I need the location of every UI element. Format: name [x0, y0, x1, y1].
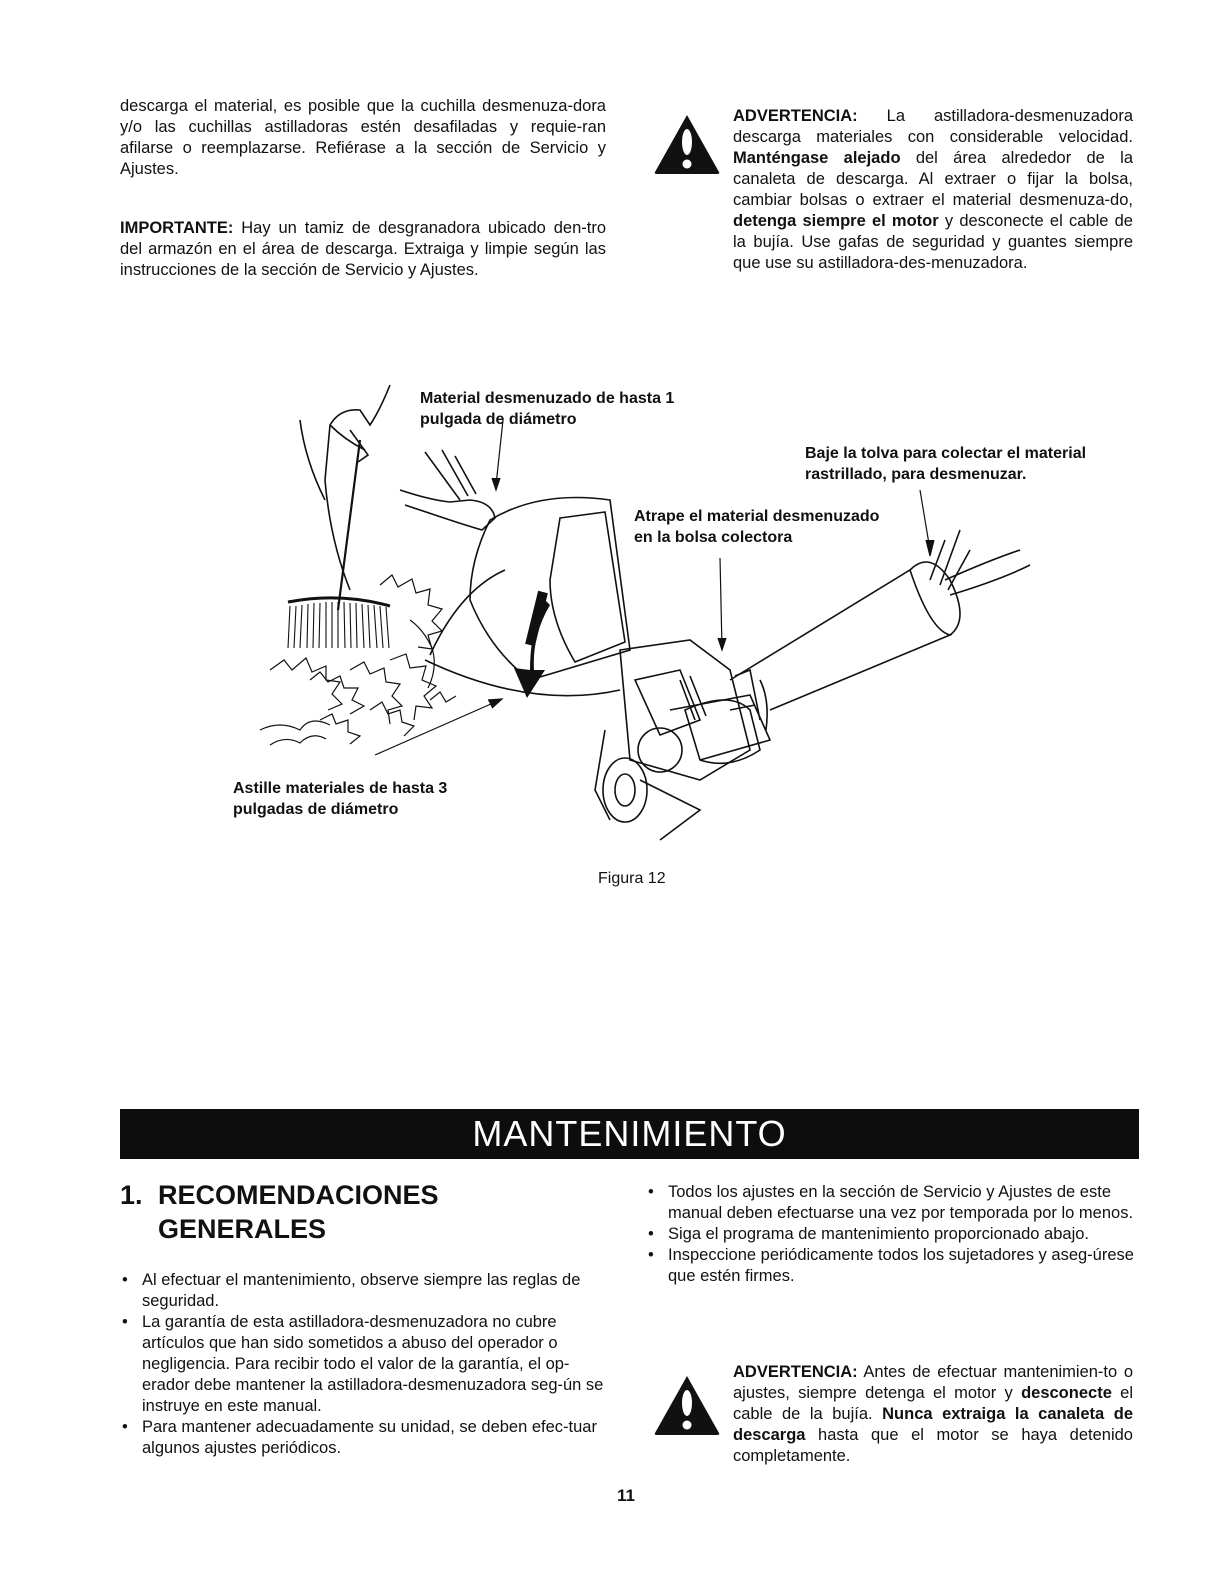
page-number: 11	[617, 1486, 635, 1505]
list-item: • La garantía de esta astilladora-desmenuzadora no cubre artículos que han sido sometidos a abuso del operador o negligencia. Para recibir todo el valor de la garantía, el op-erador debe mantener la astilladora-desmenuzadora seg-ún se instruye en este manual.	[120, 1312, 606, 1417]
warning-triangle-icon	[652, 112, 722, 176]
warning-triangle-icon	[652, 1373, 722, 1437]
list-item: • Inspeccione periódicamente todos los sujetadores y aseg-úrese que estén firmes.	[646, 1245, 1134, 1287]
figure-caption: Figura 12	[598, 870, 666, 887]
intro-paragraph: descarga el material, es posible que la cuchilla desmenuza-dora y/o las cuchillas astilladoras estén desafiladas y requie-ran afilarse o reemplazarse. Refiérase a la sección de Servicio y Ajustes.	[120, 97, 606, 178]
important-paragraph: IMPORTANTE: Hay un tamiz de desgranadora ubicado den-tro del armazón en el área de descarga. Extraiga y limpie según las instrucciones de la sección de Servicio y Ajustes.	[120, 219, 606, 279]
list-item: • Siga el programa de mantenimiento proporcionado abajo.	[646, 1224, 1134, 1245]
label-shredded-material: Material desmenuzado de hasta 1 pulgada de diámetro	[420, 390, 675, 428]
warning-block-bottom: ADVERTENCIA: Antes de efectuar mantenimien-to o ajustes, siempre detenga el motor y desconecte el cable de la bujía. Nunca extraiga la canaleta de descarga hasta que el motor se haya detenido completamente.	[733, 1363, 1134, 1465]
list-item: • Todos los ajustes en la sección de Servicio y Ajustes de este manual deben efectuarse una vez por temporada por lo menos.	[646, 1182, 1134, 1224]
label-lower-hopper: Baje la tolva para colectar el material rastrillado, para desmenuzar.	[805, 445, 1087, 483]
list-item: • Para mantener adecuadamente su unidad, se deben efec-tuar algunos ajustes periódicos.	[120, 1417, 606, 1459]
label-collection-bag: Atrape el material desmenuzado en la bolsa colectora	[634, 508, 880, 546]
label-chip-materials: Astille materiales de hasta 3 pulgadas de diámetro	[233, 780, 448, 818]
warning-block-top: ADVERTENCIA: La astilladora-desmenuzadora descarga materiales con considerable velocidad. Manténgase alejado del área alrededor de la canaleta de descarga. Al extraer o fijar la bolsa, cambiar bolsas o extraer el material desmenuza-do, detenga siempre el motor y desconecte el cable de la bujía. Use gafas de seguridad y guantes siempre que use su astilladora-des-menuzadora.	[733, 107, 1133, 272]
right-bullet-list	[646, 1182, 1134, 1287]
list-item: • Al efectuar el mantenimiento, observe siempre las reglas de seguridad.	[120, 1270, 606, 1312]
left-bullet-list	[120, 1270, 606, 1459]
section-number: 1.	[120, 1180, 143, 1210]
important-label: IMPORTANTE:	[120, 219, 234, 237]
section-title: 1. RECOMENDACIONES GENERALES	[120, 1180, 439, 1244]
section-banner: MANTENIMIENTO	[120, 1109, 1139, 1159]
